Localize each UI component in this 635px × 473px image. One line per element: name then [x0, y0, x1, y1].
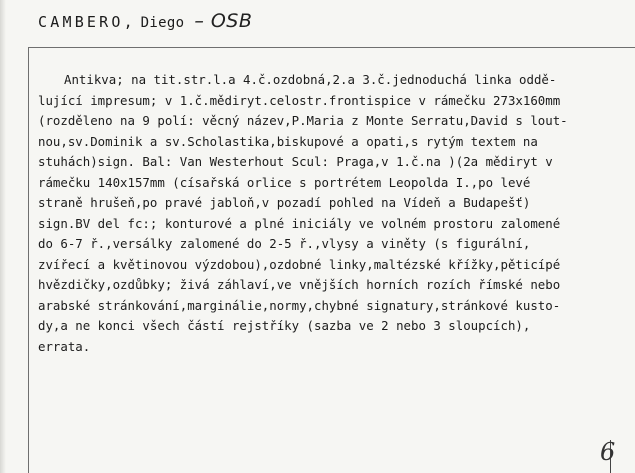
description-line: dy,a ne konci všech částí rejstříky (sazba ve 2 nebo 3 sloupcích), — [38, 318, 531, 333]
description-line: nou,sv.Dominik a sv.Scholastika,biskupové a opati,s rytým textem na — [38, 133, 538, 149]
author-given-name: Diego — [140, 15, 185, 31]
description-line: Antikva; na tit.str.l.a 4.č.ozdobná,2.a 3.č.jednoduchá linka oddě- — [64, 72, 557, 87]
handwritten-order-note: – OSB — [194, 10, 253, 32]
description-line: lující impresum; v 1.č.mědiryt.celostr.frontispice v rámečku 273x160mm — [38, 92, 561, 108]
description-line: zvířecí a květinovou výzdobou),ozdobné linky,maltézské křížky,pěticípé — [38, 256, 561, 272]
description-line: arabské stránkování,marginálie,normy,chybné signatury,stránkové kusto- — [38, 297, 561, 313]
description-line: rámečku 140x157mm (císařská orlice s portrétem Leopolda I.,po levé — [38, 174, 531, 190]
card-header — [38, 10, 252, 40]
name-separator: , — [123, 13, 133, 31]
description-line: straně hrušeň,po pravé jabloň,v pozadí pohled na Vídeň a Budapešť) — [38, 195, 531, 210]
description-line: do 6-7 ř.,versálky zalomené do 2-5 ř.,vlysy a viněty (s figurální, — [38, 236, 531, 251]
description-text — [38, 70, 598, 357]
author-surname: CAMBERO — [38, 13, 124, 31]
page-number: 6 — [600, 438, 616, 466]
description-line: (rozděleno na 9 polí: věcný název,P.Maria z Monte Serratu,David s lout- — [38, 113, 568, 128]
card-left-edge — [0, 0, 6, 473]
description-line: stuhách)sign. Bal: Van Westerhout Scul: Praga,v 1.č.na )(2a mědiryt v — [38, 154, 553, 169]
description-line: sign.BV del fc:; konturové a plné iniciály ve volném prostoru zalomené — [38, 215, 561, 231]
description-line: errata. — [38, 338, 91, 354]
description-line: hvězdičky,ozdůbky; živá záhlaví,ve vnějších horních rozích římské nebo — [38, 277, 561, 292]
